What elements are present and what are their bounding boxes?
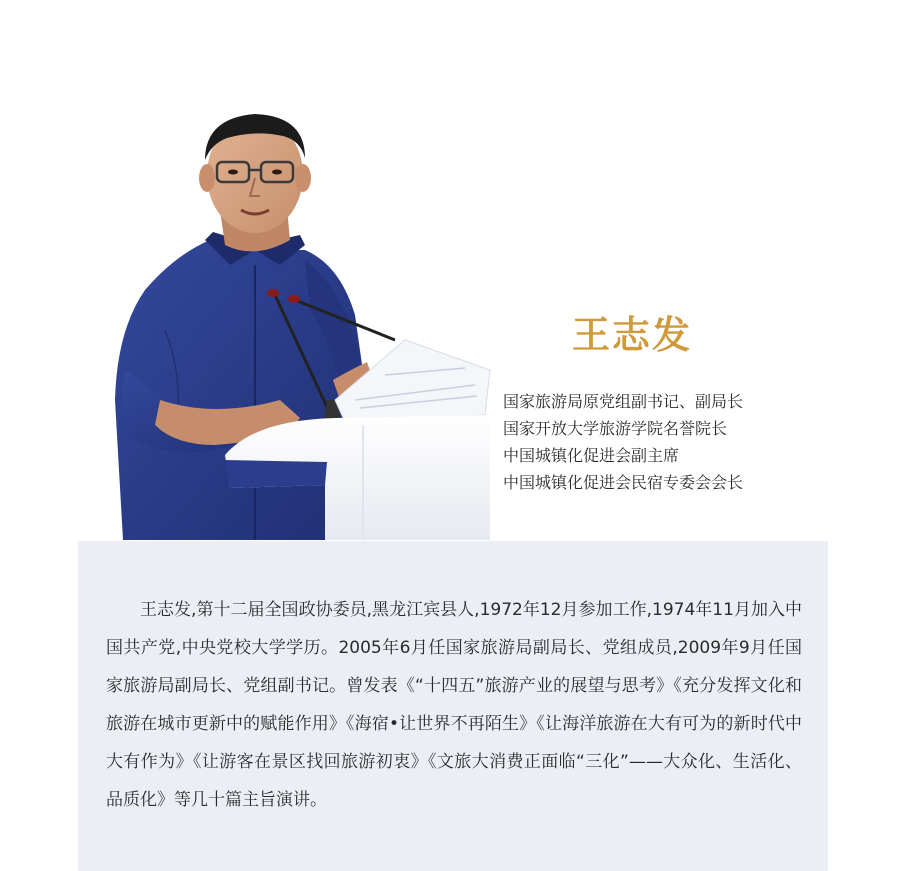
biography-text: 王志发,第十二届全国政协委员,黑龙江宾县人,1972年12月参加工作,1974年11月加入中国共产党,中央党校大学学历。2005年6月任国家旅游局副局长、党组成员,2009年9月任国家旅游局副局长、党组副书记。曾发表《“十四五”旅游产业的展望与思考》《充分发挥文化和旅游在城市更新中的赋能作用》《海宿•让世界不再陌生》《让海洋旅游在大有可为的新时代中大有作为》《让游客在景区找回旅游初衷》《文旅大消费正面临“三化”——大众化、生活化、品质化》等几十篇主旨演讲。 [106, 600, 802, 810]
position-item: 国家旅游局原党组副书记、副局长 [503, 392, 744, 411]
speaker-photo [105, 100, 495, 545]
position-item: 中国城镇化促进会副主席 [503, 446, 680, 465]
biography-panel [78, 541, 828, 871]
position-item: 中国城镇化促进会民宿专委会会长 [503, 473, 744, 492]
position-list [503, 388, 743, 496]
person-name: 王志发 [572, 312, 693, 357]
speaker-at-podium-illustration [105, 100, 495, 545]
position-item: 国家开放大学旅游学院名誉院长 [503, 419, 728, 438]
